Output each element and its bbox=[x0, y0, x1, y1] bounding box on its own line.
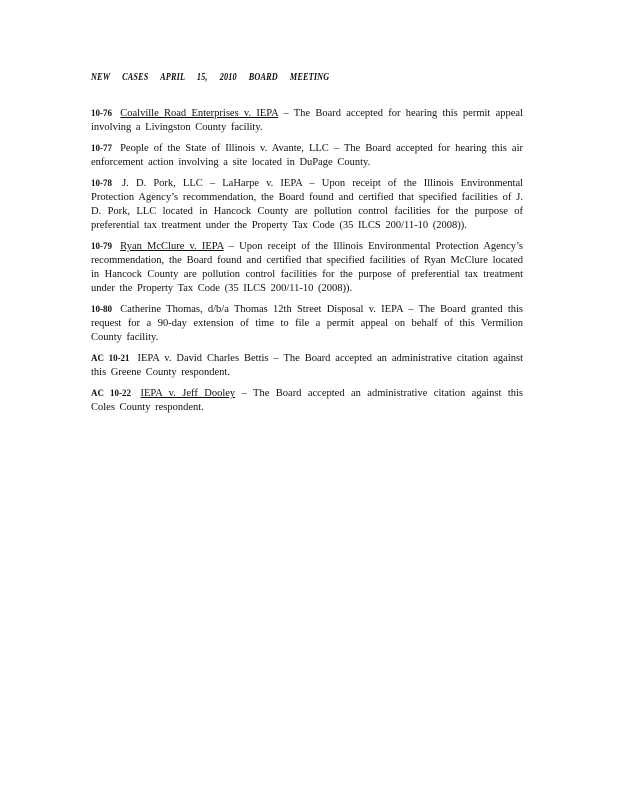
case-number: AC 10-21 bbox=[91, 353, 130, 363]
case-number: 10-80 bbox=[91, 304, 112, 314]
case-entry bbox=[91, 239, 523, 296]
case-list bbox=[91, 106, 523, 421]
case-entry bbox=[91, 302, 523, 345]
case-description: – The Board accepted for hearing this air enforcement action involving a site located in DuPage County. bbox=[91, 143, 523, 168]
case-title: Ryan McClure v. IEPA bbox=[120, 241, 224, 252]
case-entry bbox=[91, 106, 523, 135]
case-title: J. D. Pork, LLC – LaHarpe v. IEPA bbox=[122, 178, 303, 189]
case-title: IEPA v. Jeff Dooley bbox=[140, 388, 236, 399]
case-description: – The Board accepted an administrative citation against this Greene County respondent. bbox=[91, 353, 523, 378]
case-description: – The Board granted this request for a 90-day extension of time to file a permit appeal on behalf of this Vermilion County facility. bbox=[91, 304, 524, 343]
case-entry bbox=[91, 386, 523, 415]
case-title: Catherine Thomas, d/b/a Thomas 12th Street Disposal v. IEPA bbox=[120, 304, 403, 315]
case-number: 10-77 bbox=[91, 143, 112, 153]
case-number: 10-78 bbox=[91, 178, 112, 188]
case-entry bbox=[91, 141, 523, 170]
case-number: AC 10-22 bbox=[91, 388, 132, 398]
page-heading: NEW CASES APRIL 15, 2010 BOARD MEETING bbox=[91, 72, 330, 83]
case-entry bbox=[91, 351, 523, 380]
case-entry bbox=[91, 176, 523, 233]
case-title: People of the State of Illinois v. Avante, LLC bbox=[120, 143, 329, 154]
case-number: 10-76 bbox=[91, 108, 112, 118]
case-number: 10-79 bbox=[91, 241, 112, 251]
case-title: IEPA v. David Charles Bettis bbox=[137, 353, 269, 364]
case-title: Coalville Road Enterprises v. IEPA bbox=[120, 108, 279, 119]
case-description: – Upon receipt of the Illinois Environmental Protection Agency’s recommendation, the Board found and certified that specified facilities of J. D. Pork, LLC located in Hancock County are pollution control facilities for the purpose of preferential tax treatment under the Property Tax Code (35 ILCS 200/11-10 (2008)). bbox=[91, 178, 524, 231]
case-description: – The Board accepted an administrative citation against this Coles County respondent. bbox=[91, 388, 524, 413]
case-description: – The Board accepted for hearing this permit appeal involving a Livingston County facility. bbox=[91, 108, 523, 133]
case-description: – Upon receipt of the Illinois Environmental Protection Agency’s recommendation, the Board found and certified that specified facilities of Ryan McClure located in Hancock County are pollution control facilities for the purpose of preferential tax treatment under the Property Tax Code (35 ILCS 200/11-10 (2008)). bbox=[91, 241, 523, 294]
